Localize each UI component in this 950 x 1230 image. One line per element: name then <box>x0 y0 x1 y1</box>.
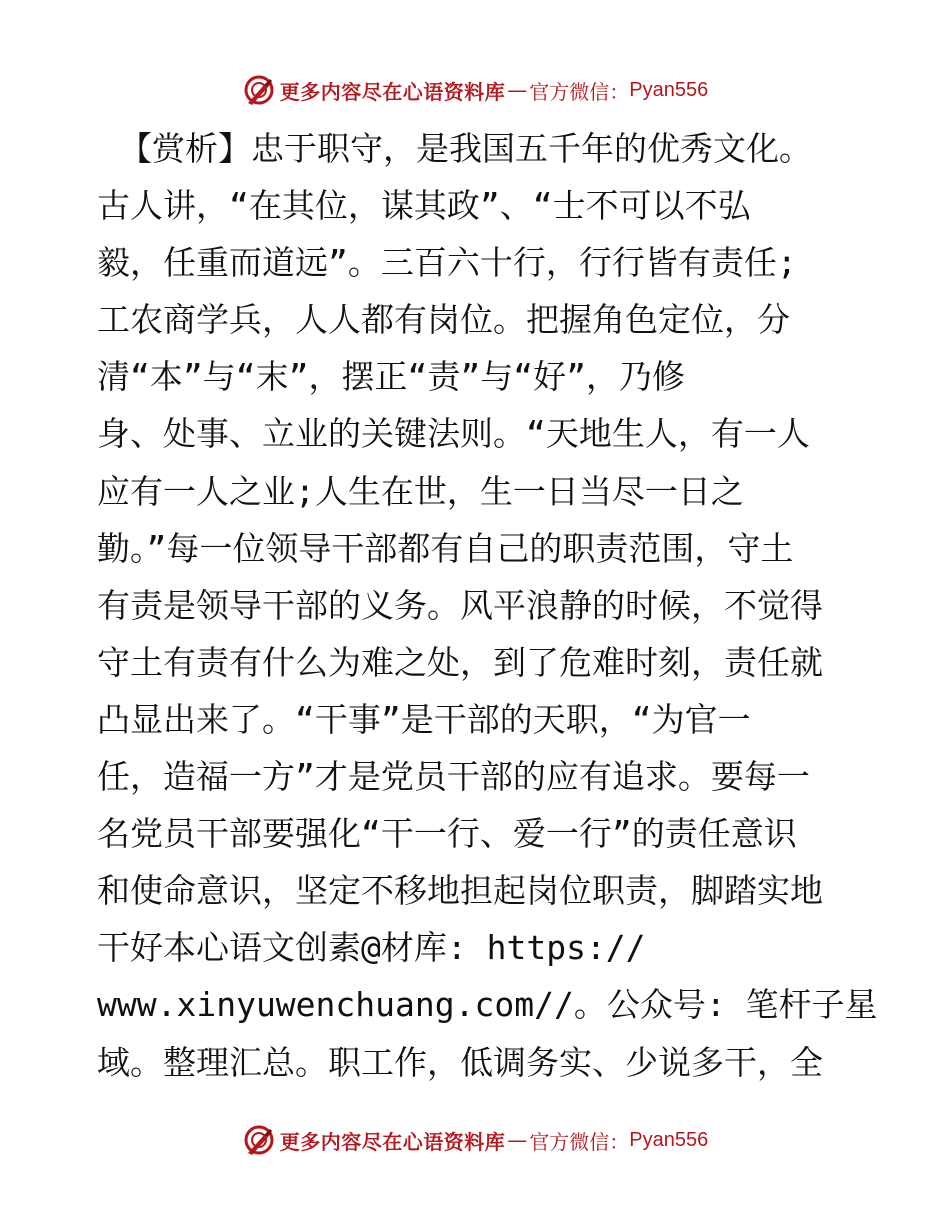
body-line: 工农商学兵，人人都有岗位。把握角色定位，分 <box>97 300 790 340</box>
body-line: 凸显出来了。“干事”是干部的天职，“为官一 <box>97 699 751 739</box>
body-line: 古人讲，“在其位，谋其政”、“士不可以不弘 <box>97 186 751 226</box>
body-line: 和使命意识，坚定不移地担起岗位职责，脚踏实地 <box>97 871 823 911</box>
banner-wechat-label: 官方微信： <box>529 79 630 104</box>
body-line: 任，造福一方”才是党员干部的应有追求。要每一 <box>97 757 810 797</box>
banner-wechat-id: Pyan556 <box>629 78 709 101</box>
header-banner <box>0 70 950 110</box>
body-line: 有责是领导干部的义务。风平浪静的时候，不觉得 <box>97 585 823 625</box>
banner-separator: — <box>507 1128 528 1152</box>
body-line: www.xinyuwenchuang.com//。公众号: 笔杆子星 <box>97 985 878 1025</box>
banner-brand-text: 更多内容尽在心语资料库 <box>279 79 506 104</box>
banner-brand-text: 更多内容尽在心语资料库 <box>279 1129 506 1154</box>
body-line: 毅，任重而道远”。三百六十行，行行皆有责任; <box>97 243 797 283</box>
body-line: 【赏析】忠于职守，是我国五千年的优秀文化。 <box>119 129 812 168</box>
banner-wechat-id: Pyan556 <box>629 1128 709 1151</box>
body-line: 守土有责有什么为难之处，到了危难时刻，责任就 <box>97 642 823 682</box>
banner-separator: — <box>507 78 528 102</box>
body-line: 应有一人之业;人生在世，生一日当尽一日之 <box>97 471 744 511</box>
footer-banner <box>0 1120 950 1160</box>
body-line: 清“本”与“末”，摆正“责”与“好”，乃修 <box>97 357 685 397</box>
library-logo-icon <box>242 73 276 107</box>
body-line: 域。整理汇总。职工作，低调务实、少说多干，全 <box>97 1042 823 1082</box>
body-line: 勤。”每一位领导干部都有自己的职责范围，守土 <box>97 528 794 568</box>
body-line: 身、处事、立业的关键法则。“天地生人，有一人 <box>97 414 810 454</box>
body-line: 名党员干部要强化“干一行、爱一行”的责任意识 <box>97 814 797 854</box>
banner-wechat-label: 官方微信： <box>529 1129 630 1154</box>
article-body <box>97 120 878 1091</box>
body-line: 干好本心语文创素@材库: https:// <box>97 928 646 968</box>
library-logo-icon <box>242 1123 276 1157</box>
